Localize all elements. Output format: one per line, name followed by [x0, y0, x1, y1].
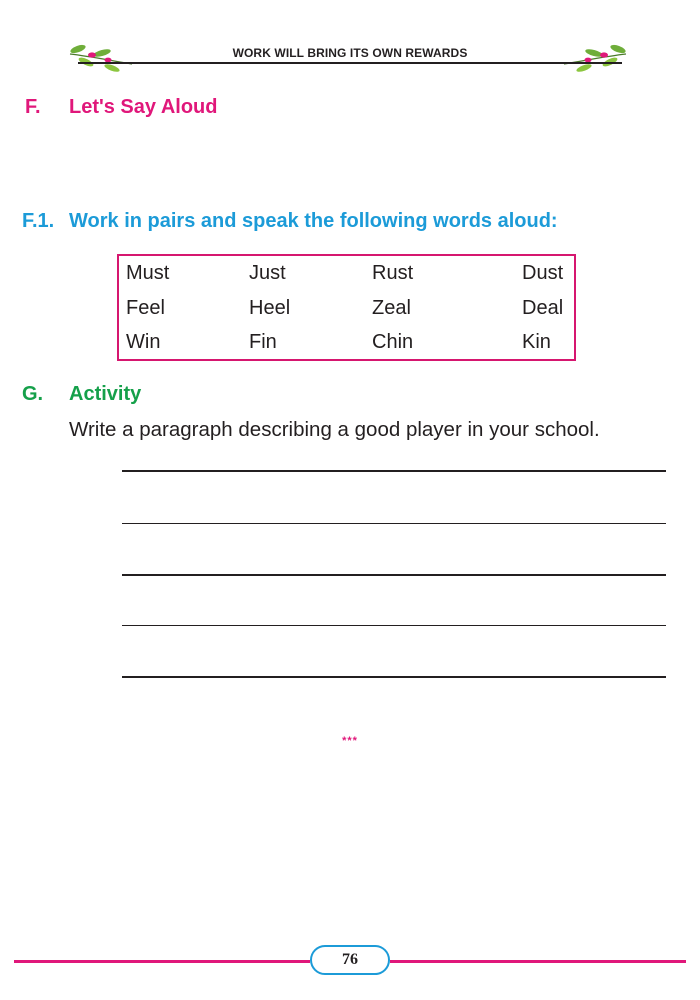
- word-cell: Must: [126, 262, 170, 284]
- section-f1-number: F.1.: [22, 210, 55, 232]
- activity-prompt: Write a paragraph describing a good player in your school.: [69, 418, 600, 441]
- word-cell: Fin: [249, 331, 277, 353]
- section-separator: ***: [342, 735, 358, 747]
- word-table: [117, 254, 576, 361]
- section-f-number: F.: [25, 96, 41, 118]
- writing-line[interactable]: [122, 625, 666, 626]
- word-cell: Chin: [372, 331, 414, 353]
- section-f-title: Let's Say Aloud: [69, 96, 218, 118]
- writing-line[interactable]: [122, 676, 666, 678]
- word-cell: Feel: [126, 297, 165, 319]
- section-g-number: G.: [22, 383, 44, 405]
- footer-rule-right: [390, 960, 686, 963]
- word-cell: Rust: [372, 262, 414, 284]
- header-rule: [78, 62, 622, 64]
- section-f1-title: Work in pairs and speak the following words aloud:: [69, 210, 558, 232]
- section-g-title: Activity: [69, 383, 142, 405]
- writing-line[interactable]: [122, 574, 666, 576]
- word-cell: Win: [126, 331, 161, 353]
- writing-line[interactable]: [122, 470, 666, 472]
- word-cell: Deal: [522, 297, 564, 319]
- footer-rule-left: [14, 960, 310, 963]
- word-cell: Heel: [249, 297, 291, 319]
- word-cell: Zeal: [372, 297, 411, 319]
- header-title: WORK WILL BRING ITS OWN REWARDS: [232, 46, 468, 60]
- word-cell: Kin: [522, 331, 551, 353]
- writing-line[interactable]: [122, 523, 666, 524]
- word-cell: Just: [249, 262, 286, 284]
- word-cell: Dust: [522, 262, 564, 284]
- page-number: 76: [310, 945, 390, 975]
